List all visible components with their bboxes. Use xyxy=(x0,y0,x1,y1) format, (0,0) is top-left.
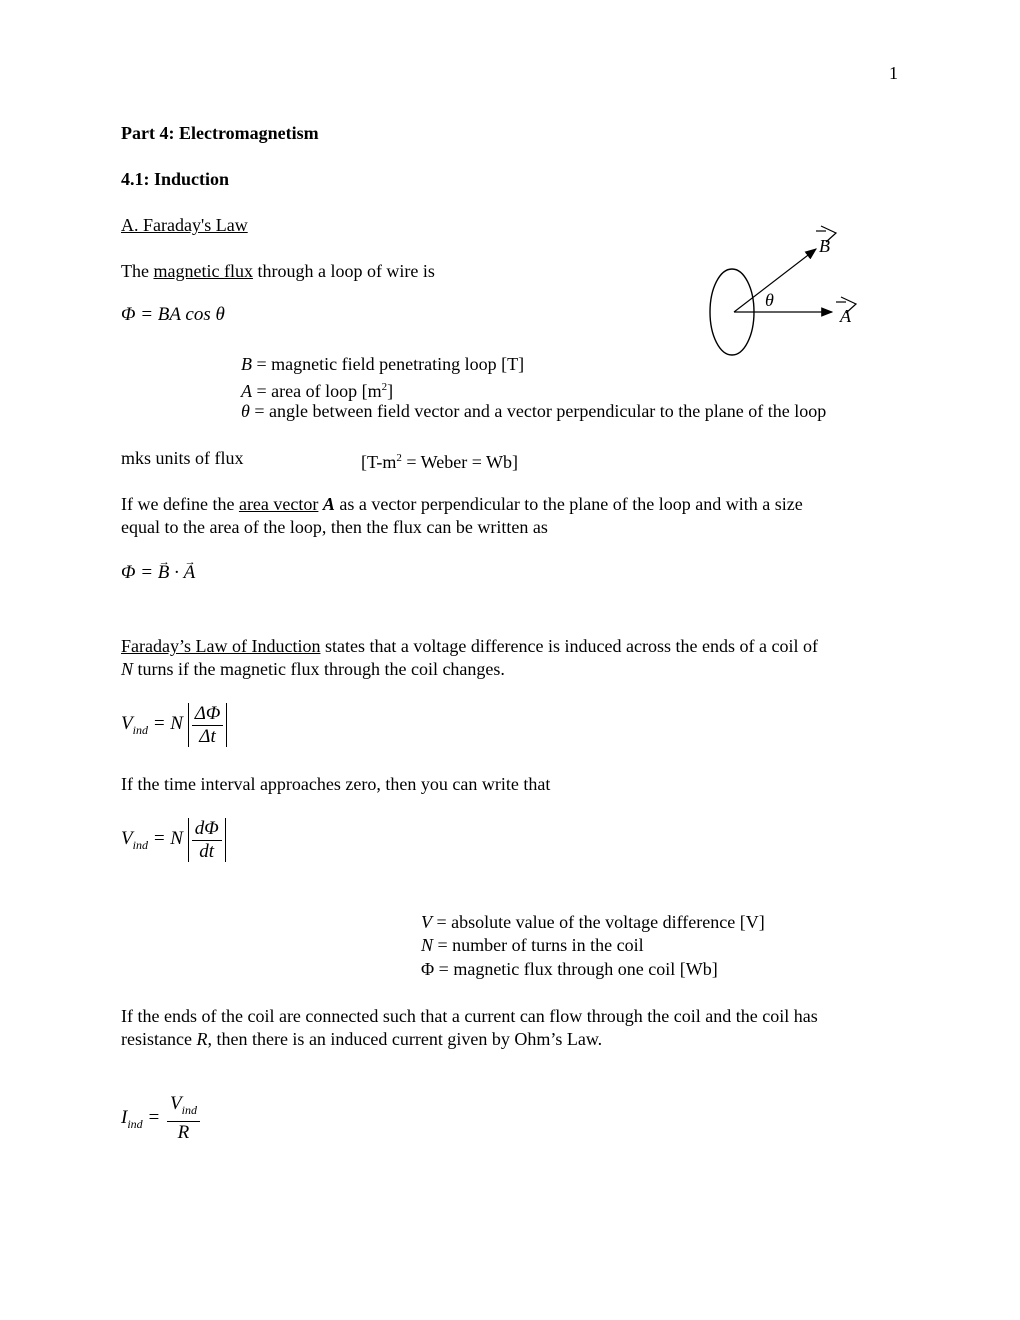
subsection-title: A. Faraday's Law xyxy=(121,215,248,235)
time-interval-text: If the time interval approaches zero, then you can write that xyxy=(121,774,551,794)
ohm-line2: resistance R, then there is an induced current given by Ohm’s Law. xyxy=(121,1029,603,1049)
label-B: B xyxy=(819,236,830,256)
area-vector-line2: equal to the area of the loop, then the flux can be written as xyxy=(121,517,548,537)
page-number: 1 xyxy=(889,63,898,83)
faraday-line2: N turns if the magnetic flux through the coil changes. xyxy=(121,659,505,679)
def-A: A = area of loop $[m^2]$ xyxy=(241,381,394,401)
equation-ohm: $I_{ind}$ = $\frac{V_{ind}}{R}$ xyxy=(121,1094,202,1148)
units-label: mks units of flux xyxy=(121,448,244,468)
equation-flux: Φ = BA cos θ xyxy=(121,304,225,325)
part-title: Part 4: Electromagnetism xyxy=(121,123,319,143)
ohm-line1: If the ends of the coil are connected such that a current can flow through the coil and the coil has xyxy=(121,1006,818,1026)
faraday-law-term: Faraday’s Law of Induction xyxy=(121,636,321,656)
area-vector-term: area vector xyxy=(238,494,319,514)
def-N: N = number of turns in the coil xyxy=(421,935,644,955)
def-B: B = magnetic field penetrating loop [T] xyxy=(241,354,525,374)
label-theta: θ xyxy=(765,290,774,310)
flux-diagram xyxy=(700,215,870,360)
magnetic-flux-term: magnetic flux xyxy=(153,261,253,281)
label-A: A xyxy=(840,306,851,326)
def-V: V = absolute value of the voltage difference [V] xyxy=(421,912,765,932)
units-value: [$T-m^2$ = Weber = Wb] xyxy=(361,452,518,472)
equation-faraday-delta: $V_{ind} = N$ $\frac{\Delta\Phi}{\Delta t}$ xyxy=(121,702,227,752)
flux-intro: The magnetic flux through a loop of wire is xyxy=(121,261,435,281)
area-vector-line1: If we define the area vector A as a vector perpendicular to the plane of the loop and with a size xyxy=(121,494,803,514)
equation-faraday-derivative: $V_{ind} = N$ $\frac{d\Phi}{dt}$ xyxy=(121,817,226,867)
faraday-line1: Faraday’s Law of Induction states that a voltage difference is induced across the ends of a coil of xyxy=(121,636,818,656)
def-Phi: Φ = magnetic flux through one coil [Wb] xyxy=(421,959,718,979)
def-theta: θ = angle between field vector and a vector perpendicular to the plane of the loop xyxy=(241,401,827,421)
equation-dot-product: Φ = → B · → A xyxy=(121,562,195,584)
section-title: 4.1: Induction xyxy=(121,169,230,189)
